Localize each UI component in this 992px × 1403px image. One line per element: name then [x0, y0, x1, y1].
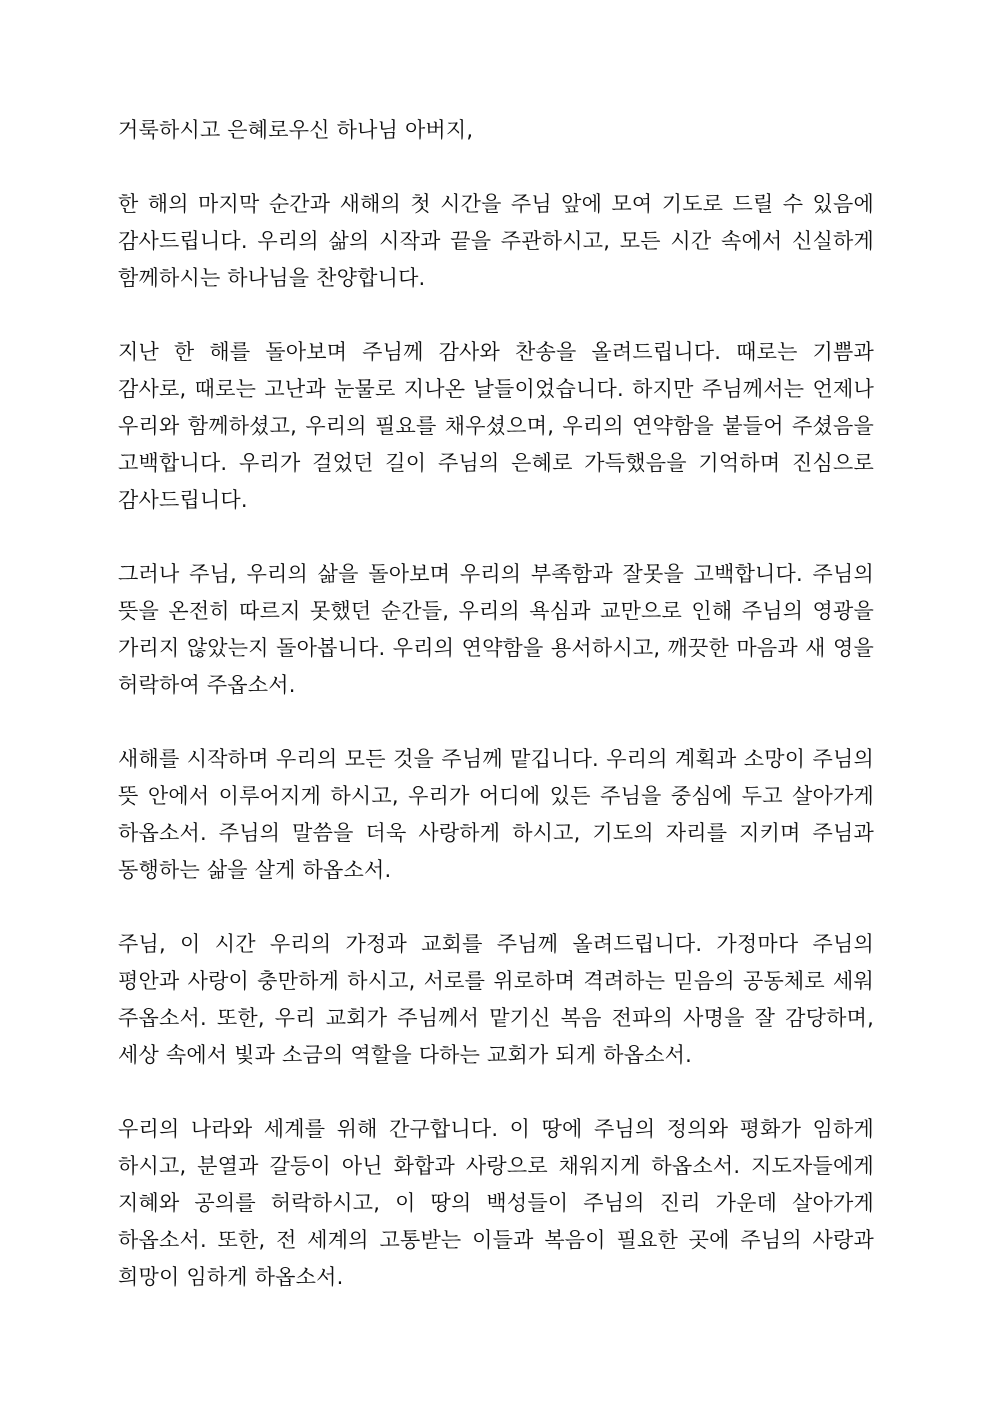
greeting-line: 거룩하시고 은혜로우신 하나님 아버지, [118, 118, 474, 142]
paragraph-family-church: 주님, 이 시간 우리의 가정과 교회를 주님께 올려드립니다. 가정마다 주님의 평안과 사랑이 충만하게 하시고, 서로를 위로하며 격려하는 믿음의 공동체로 세워 주옵소서. 또한, 우리 교회가 주님께서 맡기신 복음 전파의 사명을 잘 감당하며, 세상 속에서 빛과 소금의 역할을 다하는 교회가 되게 하옵소서. [118, 932, 874, 1067]
paragraph-year-review: 지난 한 해를 돌아보며 주님께 감사와 찬송을 올려드립니다. 때로는 기쁨과 감사로, 때로는 고난과 눈물로 지나온 날들이었습니다. 하지만 주님께서는 언제나 우리와 함께하셨고, 우리의 필요를 채우셨으며, 우리의 연약함을 붙들어 주셨음을 고백합니다. 우리가 걸었던 길이 주님의 은혜로 가득했음을 기억하며 진심으로 감사드립니다. [118, 340, 874, 512]
paragraph-thanksgiving-opening: 한 해의 마지막 순간과 새해의 첫 시간을 주님 앞에 모여 기도로 드릴 수 있음에 감사드립니다. 우리의 삶의 시작과 끝을 주관하시고, 모든 시간 속에서 신실하게 함께하시는 하나님을 찬양합니다. [118, 192, 874, 290]
paragraph-new-year: 새해를 시작하며 우리의 모든 것을 주님께 맡깁니다. 우리의 계획과 소망이 주님의 뜻 안에서 이루어지게 하시고, 우리가 어디에 있든 주님을 중심에 두고 살아가게 하옵소서. 주님의 말씀을 더욱 사랑하게 하시고, 기도의 자리를 지키며 주님과 동행하는 삶을 살게 하옵소서. [118, 747, 874, 882]
document-page [118, 112, 874, 1333]
paragraph-nation-world: 우리의 나라와 세계를 위해 간구합니다. 이 땅에 주님의 정의와 평화가 임하게 하시고, 분열과 갈등이 아닌 화합과 사랑으로 채워지게 하옵소서. 지도자들에게 지혜와 공의를 허락하시고, 이 땅의 백성들이 주님의 진리 가운데 살아가게 하옵소서. 또한, 전 세계의 고통받는 이들과 복음이 필요한 곳에 주님의 사랑과 희망이 임하게 하옵소서. [118, 1117, 874, 1289]
paragraph-confession: 그러나 주님, 우리의 삶을 돌아보며 우리의 부족함과 잘못을 고백합니다. 주님의 뜻을 온전히 따르지 못했던 순간들, 우리의 욕심과 교만으로 인해 주님의 영광을 가리지 않았는지 돌아봅니다. 우리의 연약함을 용서하시고, 깨끗한 마음과 새 영을 허락하여 주옵소서. [118, 562, 874, 697]
